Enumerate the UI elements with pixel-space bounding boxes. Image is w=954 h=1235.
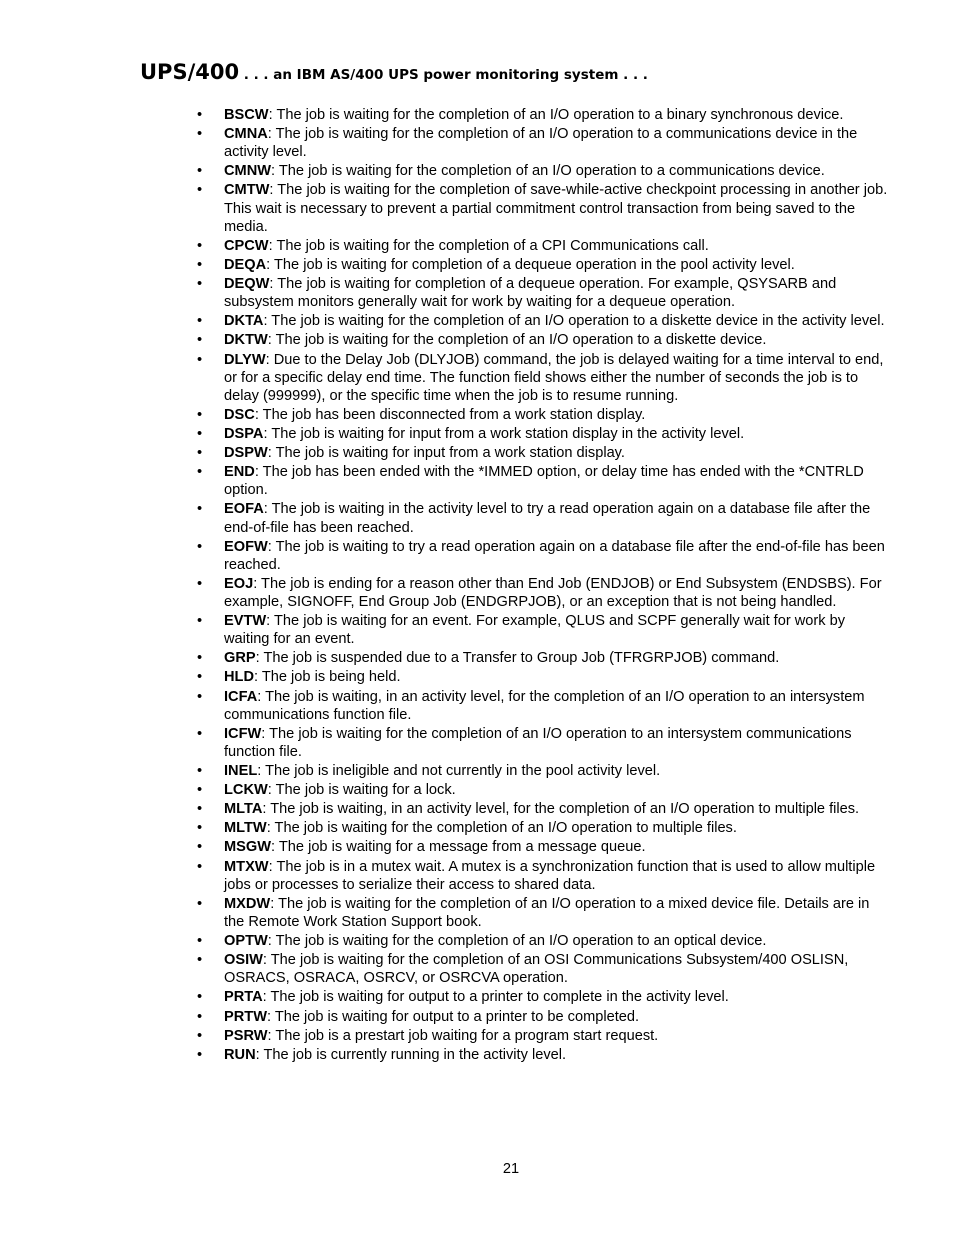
status-code-description: : The job is ineligible and not currently in the pool activity level.: [257, 762, 661, 779]
status-code-term: RUN: [224, 1046, 256, 1063]
list-item: [194, 463, 888, 499]
bullet-icon: •: [197, 575, 203, 592]
list-item: [194, 256, 888, 274]
status-code-term: END: [224, 464, 255, 481]
bullet-icon: •: [197, 425, 203, 442]
page-content: [194, 106, 888, 1065]
status-code-term: PSRW: [224, 1027, 268, 1044]
list-item: [194, 331, 888, 349]
list-item: [194, 988, 888, 1006]
bullet-icon: •: [197, 762, 203, 779]
list-item: [194, 125, 888, 161]
status-code-description: : The job is waiting for the completion of an I/O operation to an intersystem communications function file.: [224, 725, 852, 760]
status-code-term: EVTW: [224, 613, 267, 630]
status-code-term: MLTW: [224, 820, 267, 837]
bullet-icon: •: [197, 256, 203, 273]
bullet-icon: •: [197, 445, 203, 462]
status-code-term: DKTA: [224, 313, 264, 330]
status-code-description: : The job is ending for a reason other than End Job (ENDJOB) or End Subsystem (ENDSBS). For example, SIGNOFF, End Group Job (ENDGRPJOB), or an exception that is not being handled.: [224, 575, 882, 610]
status-code-description: : Due to the Delay Job (DLYJOB) command, the job is delayed waiting for a time interval to end, or for a specific delay end time. The function field shows either the number of seconds the job is to delay (999999), or the specific time when the job is to resume running.: [224, 351, 884, 404]
bullet-icon: •: [197, 276, 203, 293]
status-code-term: ICFW: [224, 725, 262, 742]
status-code-description: : The job is waiting to try a read operation again on a database file after the end-of-file has been reached.: [224, 538, 885, 573]
status-code-list: [194, 106, 888, 1064]
status-code-term: MXDW: [224, 895, 271, 912]
status-code-description: : The job is waiting, in an activity level, for the completion of an I/O operation to an intersystem communications function file.: [224, 688, 865, 723]
status-code-term: ICFA: [224, 688, 258, 705]
bullet-icon: •: [197, 126, 203, 143]
bullet-icon: •: [197, 613, 203, 630]
list-item: [194, 612, 888, 648]
status-code-term: OPTW: [224, 933, 268, 950]
status-code-description: : The job is waiting for the completion of an I/O operation to a diskette device.: [267, 332, 767, 349]
bullet-icon: •: [197, 332, 203, 349]
bullet-icon: •: [197, 406, 203, 423]
status-code-term: DEQA: [224, 256, 267, 273]
status-code-term: DSPW: [224, 445, 268, 462]
bullet-icon: •: [197, 1027, 203, 1044]
list-item: [194, 275, 888, 311]
status-code-description: : The job is waiting for the completion of an I/O operation to a communications device.: [271, 163, 825, 180]
bullet-icon: •: [197, 933, 203, 950]
status-code-term: EOFW: [224, 538, 268, 555]
status-code-term: EOFA: [224, 501, 264, 518]
bullet-icon: •: [197, 669, 203, 686]
bullet-icon: •: [197, 725, 203, 742]
status-code-term: LCKW: [224, 782, 268, 799]
status-code-term: CMTW: [224, 182, 270, 199]
status-code-description: : The job is waiting for the completion of an I/O operation to a diskette device in the activity level.: [263, 313, 885, 330]
bullet-icon: •: [197, 163, 203, 180]
status-code-description: : The job is waiting for the completion of an I/O operation to an optical device.: [267, 933, 767, 950]
brand-title: UPS/400: [140, 60, 240, 84]
bullet-icon: •: [197, 650, 203, 667]
list-item: [194, 1027, 888, 1045]
status-code-term: CPCW: [224, 237, 269, 254]
status-code-description: : The job is waiting for completion of a dequeue operation. For example, QSYSARB and subsystem monitors generally wait for work by waiting for a dequeue operation.: [224, 276, 837, 311]
bullet-icon: •: [197, 952, 203, 969]
list-item: [194, 425, 888, 443]
list-item: [194, 951, 888, 987]
status-code-description: : The job is a prestart job waiting for a program start request.: [267, 1027, 659, 1044]
status-code-description: : The job is waiting for the completion of an I/O operation to multiple files.: [266, 820, 737, 837]
status-code-term: PRTA: [224, 989, 263, 1006]
list-item: [194, 351, 888, 405]
status-code-term: CMNW: [224, 163, 272, 180]
status-code-term: DLYW: [224, 351, 266, 368]
status-code-description: : The job is waiting in the activity level to try a read operation again on a database file after the end-of-file has been reached.: [224, 501, 871, 536]
status-code-term: PRTW: [224, 1008, 267, 1025]
list-item: [194, 932, 888, 950]
status-code-description: : The job is currently running in the activity level.: [255, 1046, 567, 1063]
list-item: [194, 106, 888, 124]
list-item: [194, 819, 888, 837]
status-code-term: DSC: [224, 406, 255, 423]
bullet-icon: •: [197, 1046, 203, 1063]
status-code-description: : The job is waiting for a lock.: [267, 782, 456, 799]
bullet-icon: •: [197, 237, 203, 254]
status-code-description: : The job is waiting for input from a work station display in the activity level.: [263, 425, 745, 442]
list-item: [194, 181, 888, 235]
list-item: [194, 406, 888, 424]
status-code-term: MSGW: [224, 839, 272, 856]
status-code-term: OSIW: [224, 952, 263, 969]
bullet-icon: •: [197, 688, 203, 705]
status-code-description: : The job has been disconnected from a work station display.: [254, 406, 646, 423]
page-number: 21: [502, 1161, 520, 1177]
status-code-description: : The job is in a mutex wait. A mutex is a synchronization function that is used to allow multiple jobs or processes to serialize their access to shared data.: [224, 858, 876, 893]
bullet-icon: •: [197, 351, 203, 368]
list-item: [194, 1008, 888, 1026]
list-item: [194, 575, 888, 611]
status-code-description: : The job is waiting for the completion of a CPI Communications call.: [268, 237, 709, 254]
bullet-icon: •: [197, 313, 203, 330]
status-code-term: DEQW: [224, 276, 270, 293]
list-item: [194, 895, 888, 931]
status-code-description: : The job is waiting for the completion of an I/O operation to a binary synchronous device.: [268, 107, 844, 123]
status-code-description: : The job has been ended with the *IMMED option, or delay time has ended with the *CNTRLD option.: [224, 464, 864, 499]
status-code-term: DKTW: [224, 332, 268, 349]
bullet-icon: •: [197, 1008, 203, 1025]
status-code-term: INEL: [224, 762, 258, 779]
list-item: [194, 858, 888, 894]
status-code-term: HLD: [224, 669, 254, 686]
status-code-description: : The job is waiting for completion of a dequeue operation in the pool activity level.: [266, 256, 795, 273]
status-code-description: : The job is waiting for an event. For example, QLUS and SCPF generally wait for work by waiting for an event.: [224, 613, 846, 648]
status-code-term: DSPA: [224, 425, 264, 442]
status-code-term: MTXW: [224, 858, 269, 875]
list-item: [194, 500, 888, 536]
bullet-icon: •: [197, 782, 203, 799]
list-item: [194, 800, 888, 818]
bullet-icon: •: [197, 107, 203, 123]
page-header: [140, 60, 648, 84]
bullet-icon: •: [197, 801, 203, 818]
status-code-term: GRP: [224, 650, 256, 667]
list-item: [194, 444, 888, 462]
bullet-icon: •: [197, 820, 203, 837]
status-code-description: : The job is waiting for input from a work station display.: [267, 445, 625, 462]
status-code-description: : The job is waiting, in an activity level, for the completion of an I/O operation to multiple files.: [262, 801, 860, 818]
bullet-icon: •: [197, 839, 203, 856]
status-code-description: : The job is waiting for the completion of an I/O operation to a communications device in the activity level.: [224, 126, 858, 161]
status-code-description: : The job is waiting for the completion of an I/O operation to a mixed device file. Details are in the Remote Work Station Support book.: [224, 895, 870, 930]
status-code-term: MLTA: [224, 801, 263, 818]
bullet-icon: •: [197, 464, 203, 481]
list-item: [194, 538, 888, 574]
bullet-icon: •: [197, 501, 203, 518]
list-item: [194, 237, 888, 255]
status-code-description: : The job is waiting for the completion of an OSI Communications Subsystem/400 OSLISN, OSRACS, OSRACA, OSRCV, or OSRCVA operation.: [224, 952, 849, 987]
status-code-description: : The job is waiting for a message from a message queue.: [271, 839, 646, 856]
list-item: [194, 838, 888, 856]
list-item: [194, 649, 888, 667]
status-code-term: EOJ: [224, 575, 254, 592]
bullet-icon: •: [197, 858, 203, 875]
bullet-icon: •: [197, 989, 203, 1006]
status-code-description: : The job is waiting for output to a printer to complete in the activity level.: [262, 989, 729, 1006]
bullet-icon: •: [197, 538, 203, 555]
list-item: [194, 668, 888, 686]
list-item: [194, 688, 888, 724]
list-item: [194, 162, 888, 180]
status-code-term: CMNA: [224, 126, 268, 143]
status-code-term: BSCW: [224, 107, 269, 123]
status-code-description: : The job is suspended due to a Transfer to Group Job (TFRGRPJOB) command.: [255, 650, 780, 667]
header-tagline: . . . an IBM AS/400 UPS power monitoring system . . .: [239, 67, 648, 83]
bullet-icon: •: [197, 895, 203, 912]
list-item: [194, 762, 888, 780]
list-item: [194, 781, 888, 799]
status-code-description: : The job is waiting for output to a printer to be completed.: [266, 1008, 640, 1025]
list-item: [194, 312, 888, 330]
bullet-icon: •: [197, 182, 203, 199]
list-item: [194, 725, 888, 761]
status-code-description: : The job is waiting for the completion of save-while-active checkpoint processing in another job. This wait is necessary to prevent a partial commitment control transaction from being saved to the media.: [224, 182, 888, 235]
status-code-description: : The job is being held.: [254, 669, 401, 686]
list-item: [194, 1046, 888, 1064]
